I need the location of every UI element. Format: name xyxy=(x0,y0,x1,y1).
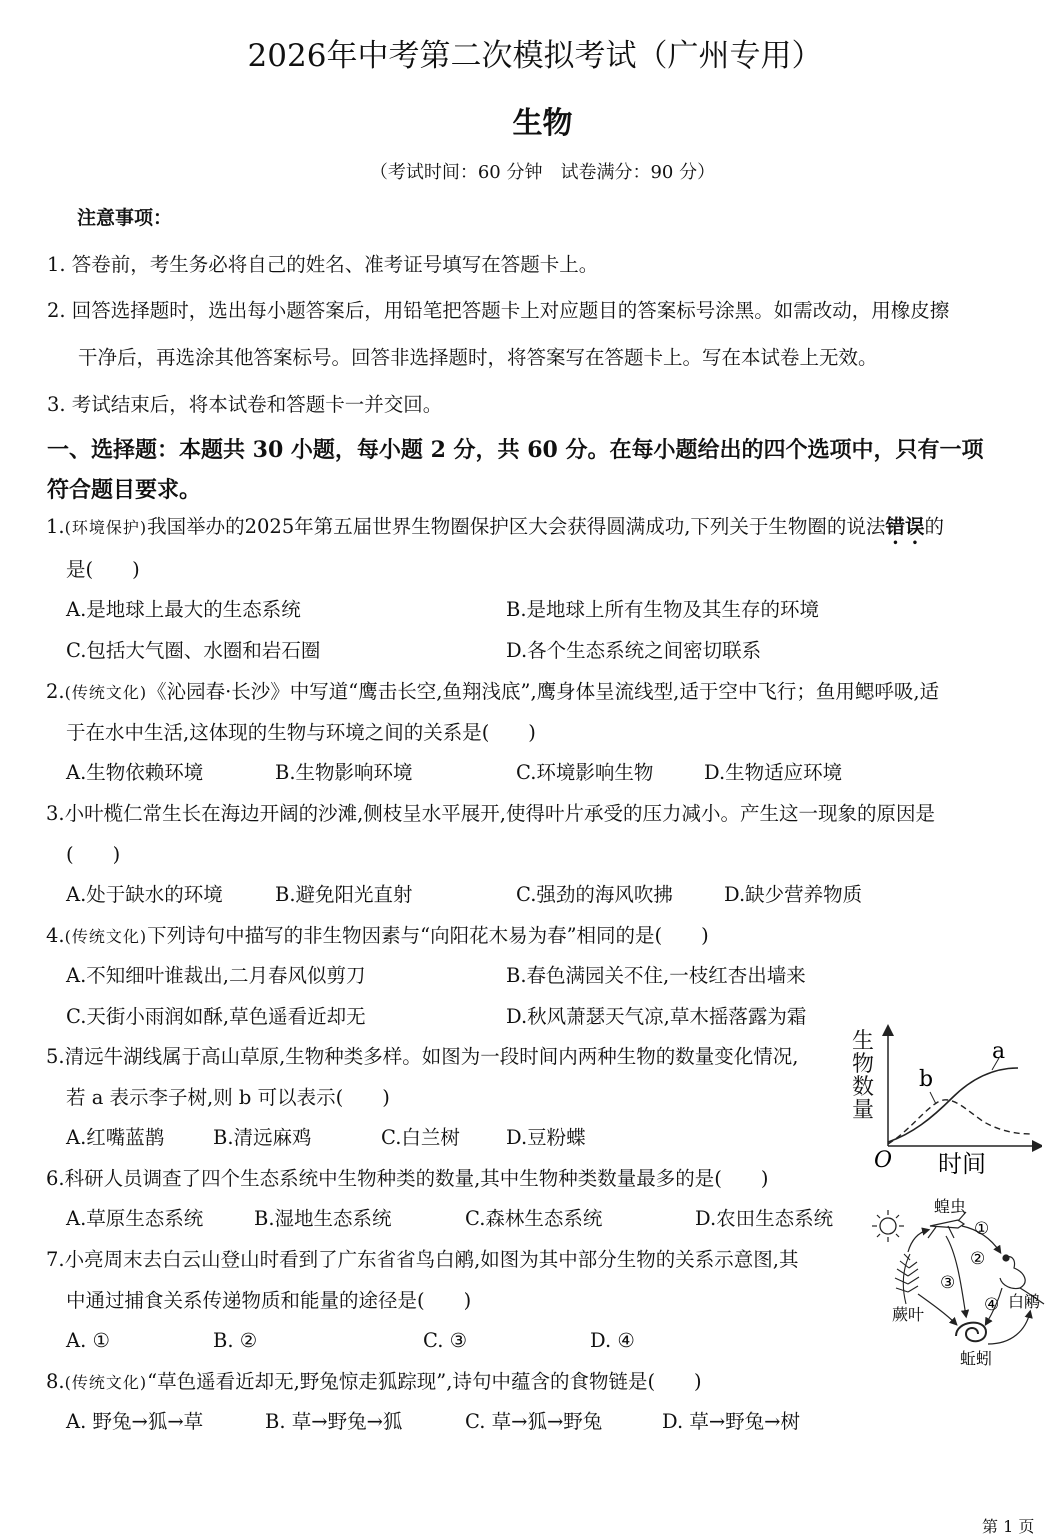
y-axis-label-vertical: 生物数量 xyxy=(852,1029,875,1123)
question-1-stem-cont: 是( ) xyxy=(66,558,140,581)
question-7-option-a[interactable]: A. ① xyxy=(66,1329,110,1352)
bird-label: 白鹇 xyxy=(1008,1292,1041,1311)
question-2-stem-cont: 于在水中生活,这体现的生物与环境之间的关系是( ) xyxy=(66,721,536,744)
notice-item-1: 1. 答卷前，考生务必将自己的姓名、准考证号填写在答题卡上。 xyxy=(47,253,599,276)
question-8-stem: 8.(传统文化)“草色遥看近却无,野兔惊走狐踪现”,诗句中蕴含的食物链是( ) xyxy=(46,1370,702,1393)
exam-title: 2026年中考第二次模拟考试（广州专用） xyxy=(247,38,823,74)
question-4-option-b[interactable]: B.春色满园关不住,一枝红杏出墙来 xyxy=(506,964,806,987)
path-3-label: ③ xyxy=(940,1273,956,1293)
question-2-stem: 2.(传统文化)《沁园春·长沙》中写道“鹰击长空,鱼翔浅底”,鹰身体呈流线型,适于空中飞行；鱼用鳃呼吸,适 xyxy=(46,680,940,703)
arrow-worm-bird xyxy=(988,1312,1030,1344)
curve-a xyxy=(888,1068,1018,1142)
x-axis-label: 时间 xyxy=(938,1150,986,1178)
path-1-label: ① xyxy=(974,1219,990,1239)
curve-b xyxy=(888,1100,1032,1144)
question-6-option-d[interactable]: D.农田生态系统 xyxy=(695,1207,834,1230)
question-5-stem-cont: 若 a 表示李子树,则 b 可以表示( ) xyxy=(66,1086,390,1109)
question-5-option-a[interactable]: A.红嘴蓝鹊 xyxy=(66,1126,165,1149)
question-5-option-c[interactable]: C.白兰树 xyxy=(381,1126,460,1149)
notice-item-2: 2. 回答选择题时，选出每小题答案后，用铅笔把答题卡上对应题目的答案标号涂黑。如需改动，用橡皮擦 xyxy=(47,299,950,322)
question-2-option-c[interactable]: C.环境影响生物 xyxy=(516,761,654,784)
question-6-option-c[interactable]: C.森林生态系统 xyxy=(465,1207,603,1230)
question-5-option-d[interactable]: D.豆粉蝶 xyxy=(506,1126,586,1149)
question-8-option-d[interactable]: D. 草→野兔→树 xyxy=(662,1410,801,1433)
population-curve-figure xyxy=(852,1022,1042,1178)
question-6-stem: 6.科研人员调查了四个生态系统中生物种类的数量,其中生物种类数量最多的是( ) xyxy=(46,1167,769,1190)
question-8-option-c[interactable]: C. 草→狐→野兔 xyxy=(465,1410,603,1433)
question-2-option-a[interactable]: A.生物依赖环境 xyxy=(66,761,204,784)
page-number: 第 1 页 xyxy=(982,1517,1035,1536)
question-2-option-d[interactable]: D.生物适应环境 xyxy=(704,761,843,784)
curve-b-label: b xyxy=(919,1067,934,1092)
question-5-stem: 5.清远牛湖线属于高山草原,生物种类多样。如图为一段时间内两种生物的数量变化情况, xyxy=(46,1045,799,1068)
question-2-option-b[interactable]: B.生物影响环境 xyxy=(275,761,413,784)
question-3-stem: 3.小叶榄仁常生长在海边开阔的沙滩,侧枝呈水平展开,使得叶片承受的压力减小。产生这一现象的原因是 xyxy=(46,802,936,825)
food-relation-figure xyxy=(862,1196,1048,1372)
path-2-label: ② xyxy=(970,1249,986,1269)
earthworm-icon xyxy=(956,1323,986,1342)
question-1-stem: 1.(环境保护)我国举办的2025年第五届世界生物圈保护区大会获得圆满成功,下列关于生物圈的说法错误的 xyxy=(46,515,944,538)
question-7-option-b[interactable]: B. ② xyxy=(213,1329,258,1352)
question-3-stem-cont: ( ) xyxy=(66,843,121,866)
question-7-stem-cont: 中通过捕食关系传递物质和能量的途径是( ) xyxy=(66,1289,472,1312)
notice-item-3: 3. 考试结束后，将本试卷和答题卡一并交回。 xyxy=(47,393,443,416)
section1-title: 一、选择题：本题共 30 小题，每小题 2 分，共 60 分。在每小题给出的四个选项中，只有一项 xyxy=(47,437,984,463)
question-1-option-a[interactable]: A.是地球上最大的生态系统 xyxy=(66,598,301,621)
question-6-option-a[interactable]: A.草原生态系统 xyxy=(66,1207,204,1230)
question-4-option-d[interactable]: D.秋风萧瑟天气凉,草木摇落露为霜 xyxy=(506,1005,807,1028)
question-6-option-b[interactable]: B.湿地生态系统 xyxy=(254,1207,392,1230)
question-3-option-d[interactable]: D.缺少营养物质 xyxy=(724,883,863,906)
question-1-option-d[interactable]: D.各个生态系统之间密切联系 xyxy=(506,639,762,662)
question-7-option-d[interactable]: D. ④ xyxy=(590,1329,635,1352)
notice-heading: 注意事项： xyxy=(77,207,173,229)
question-4-option-a[interactable]: A.不知细叶谁裁出,二月春风似剪刀 xyxy=(66,964,366,987)
question-3-option-b[interactable]: B.避免阳光直射 xyxy=(275,883,413,906)
fern-icon xyxy=(895,1254,919,1304)
path-4-label: ④ xyxy=(984,1295,1000,1315)
question-8-option-b[interactable]: B. 草→野兔→狐 xyxy=(265,1410,403,1433)
question-3-option-c[interactable]: C.强劲的海风吹拂 xyxy=(516,883,673,906)
origin-label: O xyxy=(874,1148,893,1173)
question-5-option-b[interactable]: B.清远麻鸡 xyxy=(213,1126,312,1149)
section1-title-cont: 符合题目要求。 xyxy=(47,477,202,503)
question-1-option-c[interactable]: C.包括大气圈、水圈和岩石圈 xyxy=(66,639,321,662)
notice-item-2-cont: 干净后，再选涂其他答案标号。回答非选择题时，将答案写在答题卡上。写在本试卷上无效。 xyxy=(78,346,878,369)
subject-title: 生物 xyxy=(512,106,573,141)
earthworm-label: 蚯蚓 xyxy=(960,1349,993,1368)
arrow-fern-locust xyxy=(908,1230,928,1252)
question-8-option-a[interactable]: A. 野兔→狐→草 xyxy=(66,1410,204,1433)
question-4-option-c[interactable]: C.天街小雨润如酥,草色遥看近却无 xyxy=(66,1005,366,1028)
question-7-option-c[interactable]: C. ③ xyxy=(423,1329,468,1352)
locust-label: 蝗虫 xyxy=(934,1197,967,1216)
label-b-pointer xyxy=(930,1092,936,1104)
question-3-option-a[interactable]: A.处于缺水的环境 xyxy=(66,883,223,906)
curve-a-label: a xyxy=(992,1039,1006,1064)
question-7-stem: 7.小亮周末去白云山登山时看到了广东省省鸟白鹇,如图为其中部分生物的关系示意图,其 xyxy=(46,1248,799,1271)
question-1-option-b[interactable]: B.是地球上所有生物及其生存的环境 xyxy=(506,598,820,621)
fern-label: 蕨叶 xyxy=(892,1305,925,1324)
question-4-stem: 4.(传统文化)下列诗句中描写的非生物因素与“向阳花木易为春”相同的是( ) xyxy=(46,924,709,947)
sun-icon xyxy=(872,1210,904,1242)
exam-info: （考试时间：60 分钟 试卷满分：90 分） xyxy=(369,162,716,183)
